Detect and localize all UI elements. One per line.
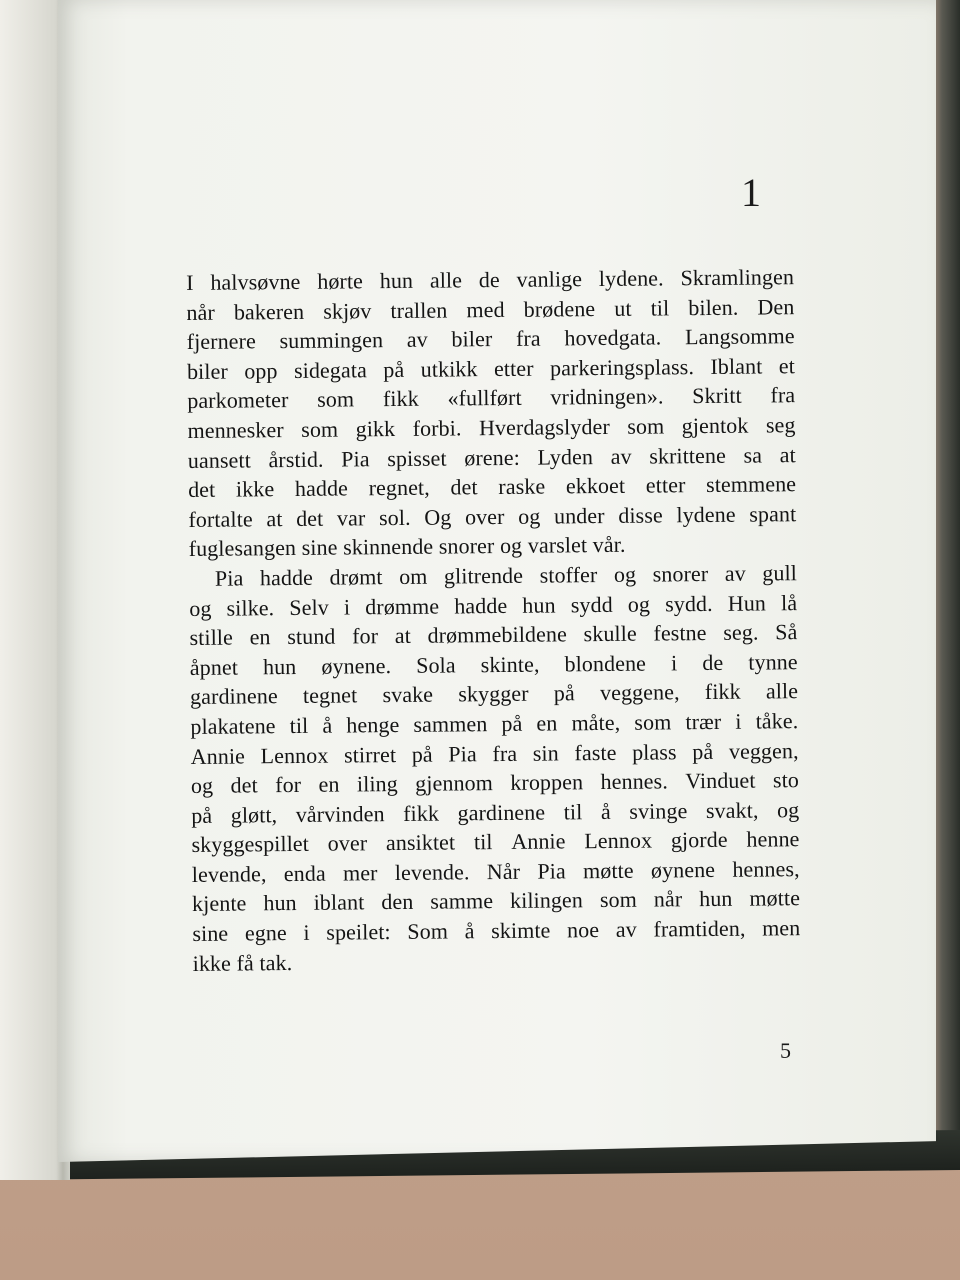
text-line: plakatene til å henge sammen på en måte, som trær i tåke. bbox=[190, 708, 799, 739]
text-line: uansett årstid. Pia spisset ørene: Lyden av skrittene sa at bbox=[187, 441, 796, 473]
text-line: fortalte at det var sol. Og over og under disse lydene spant bbox=[188, 500, 797, 532]
paragraph bbox=[186, 262, 797, 564]
page-number: 5 bbox=[780, 1038, 791, 1063]
text-line: og det for en iling gjennom kroppen hennes. Vinduet sto bbox=[190, 767, 800, 799]
text-line: stille en stund for at drømmebildene skulle festne seg. Så bbox=[189, 619, 798, 651]
text-line: mennesker som gikk forbi. Hverdagslyder som gjentok seg bbox=[187, 412, 796, 443]
text-line: fuglesangen sine skinnende snorer og varslet vår. bbox=[188, 532, 626, 562]
text-line: Annie Lennox stirret på Pia fra sin faste plass på veggen, bbox=[190, 737, 799, 769]
text-line: ikke få tak. bbox=[192, 949, 293, 976]
text-line: kjente hun iblant den samme kilingen som når hun møtte bbox=[191, 885, 801, 917]
text-line: Pia hadde drømt om glitrende stoffer og snorer av gull bbox=[214, 560, 798, 591]
text-line: parkometer som fikk «fullført vridningen». Skritt fra bbox=[187, 382, 796, 414]
text-line: på gløtt, vårvinden fikk gardinene til å svinge svakt, og bbox=[191, 796, 800, 828]
paragraph bbox=[189, 558, 801, 978]
text-line: levende, enda mer levende. Når Pia møtte øynene hennes, bbox=[191, 856, 800, 887]
text-line: åpnet hun øynene. Sola skinte, blondene i de tynne bbox=[189, 648, 798, 680]
body-text bbox=[186, 262, 801, 978]
chapter-number: 1 bbox=[741, 170, 761, 215]
text-line: I halvsøvne hørte hun alle de vanlige lydene. Skramlingen bbox=[186, 264, 795, 295]
text-line: fjernere summingen av biler fra hovedgata. Langsomme bbox=[186, 323, 795, 355]
text-line: sine egne i speilet: Som å skimte noe av framtiden, men bbox=[192, 915, 801, 947]
text-line: gardinene tegnet svake skygger på veggene, fikk alle bbox=[189, 678, 799, 710]
text-line: biler opp sidegata på utkikk etter parkeringsplass. Iblant et bbox=[186, 352, 795, 384]
text-line: og silke. Selv i drømme hadde hun sydd og sydd. Hun lå bbox=[189, 589, 798, 621]
text-line: det ikke hadde regnet, det raske ekkoet etter stemmene bbox=[188, 471, 797, 503]
text-line: når bakeren skjøv trallen med brødene ut til bilen. Den bbox=[186, 293, 795, 325]
text-line: skyggespillet over ansiktet til Annie Lennox gjorde henne bbox=[191, 826, 800, 858]
